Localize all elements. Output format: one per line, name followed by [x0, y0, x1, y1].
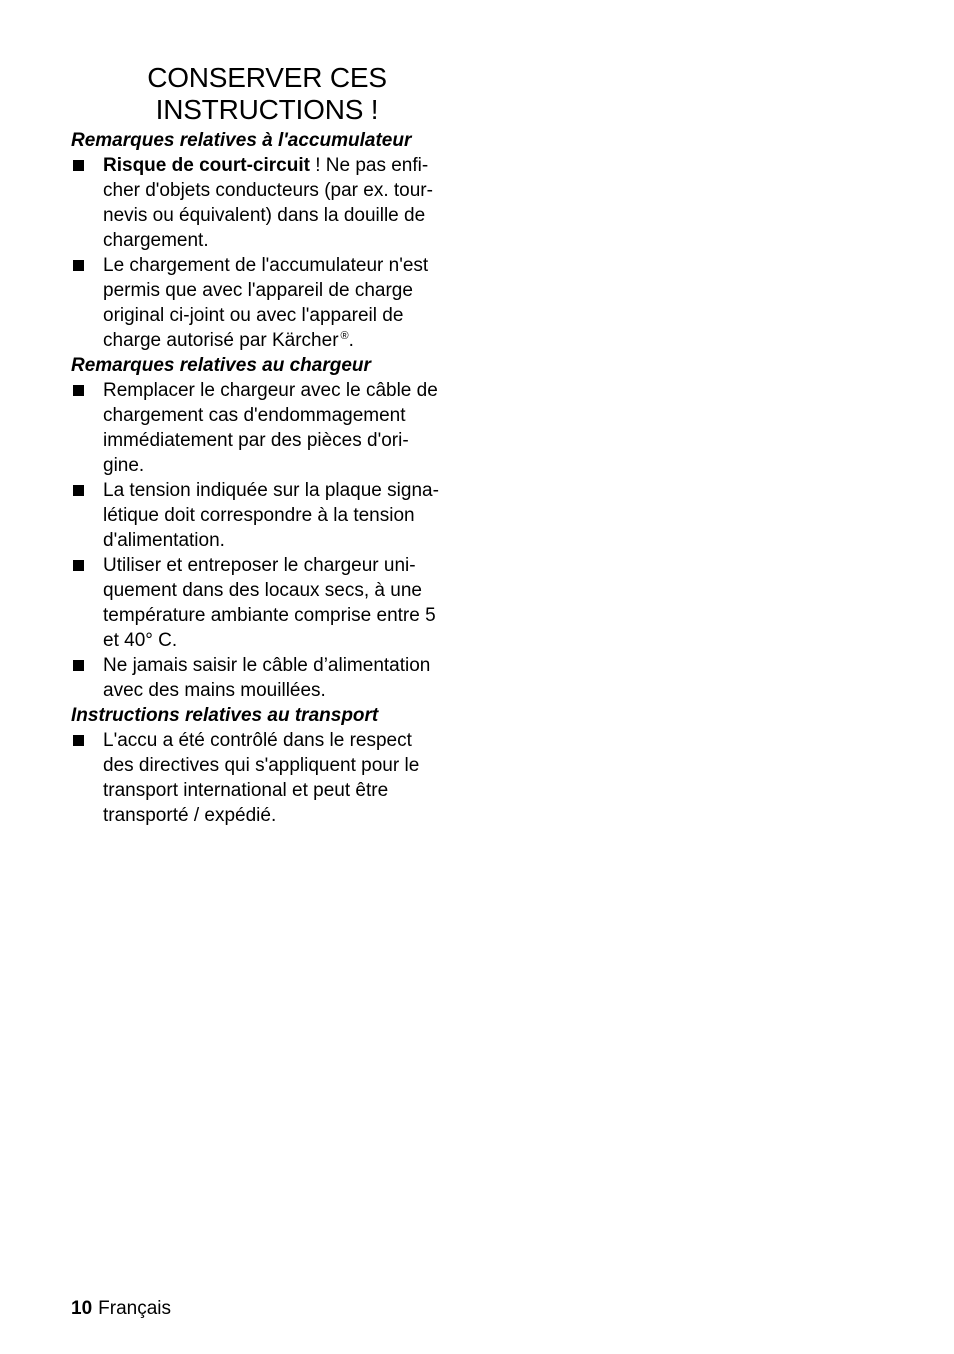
list-item-line: transport international et peut être: [103, 780, 389, 801]
list-item-line: chargement.: [103, 230, 209, 251]
short-circuit-warning: Risque de court-circuit: [103, 155, 310, 176]
square-bullet-icon: [73, 260, 84, 271]
list-item-line: L'accu a été contrôlé dans le respect: [103, 730, 412, 751]
list-item: [71, 553, 463, 653]
list-item-line: nevis ou équivalent) dans la douille de: [103, 205, 426, 226]
list-item-line: Remplacer le chargeur avec le câble de: [103, 380, 438, 401]
page-title-line-1: CONSERVER CES: [147, 62, 387, 93]
square-bullet-icon: [73, 160, 84, 171]
transport-notes-list: [71, 728, 463, 828]
list-item-line: La tension indiquée sur la plaque signa-: [103, 480, 439, 501]
content-column: [71, 62, 463, 828]
page-title-line-2: INSTRUCTIONS !: [155, 94, 379, 125]
list-item-line: avec des mains mouillées.: [103, 680, 326, 701]
square-bullet-icon: [73, 735, 84, 746]
list-item-line: original ci-joint ou avec l'appareil de: [103, 305, 404, 326]
list-item: [71, 153, 463, 253]
list-item-line: chargement cas d'endommagement: [103, 405, 406, 426]
list-item: [71, 653, 463, 703]
section-heading-accumulator: Remarques relatives à l'accumulateur: [71, 130, 412, 151]
list-item: [71, 728, 463, 828]
accumulator-notes-list: [71, 153, 463, 353]
charger-notes-list: [71, 378, 463, 703]
list-item: [71, 478, 463, 553]
list-item-line: et 40° C.: [103, 630, 178, 651]
square-bullet-icon: [73, 385, 84, 396]
page-title: [71, 62, 463, 126]
list-item-line: charge autorisé par Kärcher ®.: [103, 330, 354, 351]
square-bullet-icon: [73, 485, 84, 496]
square-bullet-icon: [73, 560, 84, 571]
list-item-line: quement dans des locaux secs, à une: [103, 580, 422, 601]
list-item-line: Risque de court-circuit ! Ne pas enfi-: [103, 155, 429, 176]
page-number: 10: [71, 1298, 93, 1319]
footer-language: Français: [98, 1298, 171, 1319]
section-heading-charger: Remarques relatives au chargeur: [71, 355, 371, 376]
list-item-line: température ambiante comprise entre 5: [103, 605, 436, 626]
list-item-line: immédiatement par des pièces d'ori-: [103, 430, 409, 451]
page-footer: [71, 1296, 171, 1321]
list-item: [71, 378, 463, 478]
list-item-line: Ne jamais saisir le câble d’alimentation: [103, 655, 431, 676]
list-item-line: des directives qui s'appliquent pour le: [103, 755, 420, 776]
square-bullet-icon: [73, 660, 84, 671]
section-heading-transport: Instructions relatives au transport: [71, 705, 379, 726]
list-item: [71, 253, 463, 353]
list-item-line: permis que avec l'appareil de charge: [103, 280, 413, 301]
list-item-line: gine.: [103, 455, 145, 476]
registered-mark: ®: [340, 330, 349, 342]
list-item-line: transporté / expédié.: [103, 805, 277, 826]
list-item-line: létique doit correspondre à la tension: [103, 505, 415, 526]
list-item-line: Le chargement de l'accumulateur n'est: [103, 255, 429, 276]
list-item-line: Utiliser et entreposer le chargeur uni-: [103, 555, 416, 576]
list-item-line: d'alimentation.: [103, 530, 225, 551]
list-item-line: cher d'objets conducteurs (par ex. tour-: [103, 180, 433, 201]
